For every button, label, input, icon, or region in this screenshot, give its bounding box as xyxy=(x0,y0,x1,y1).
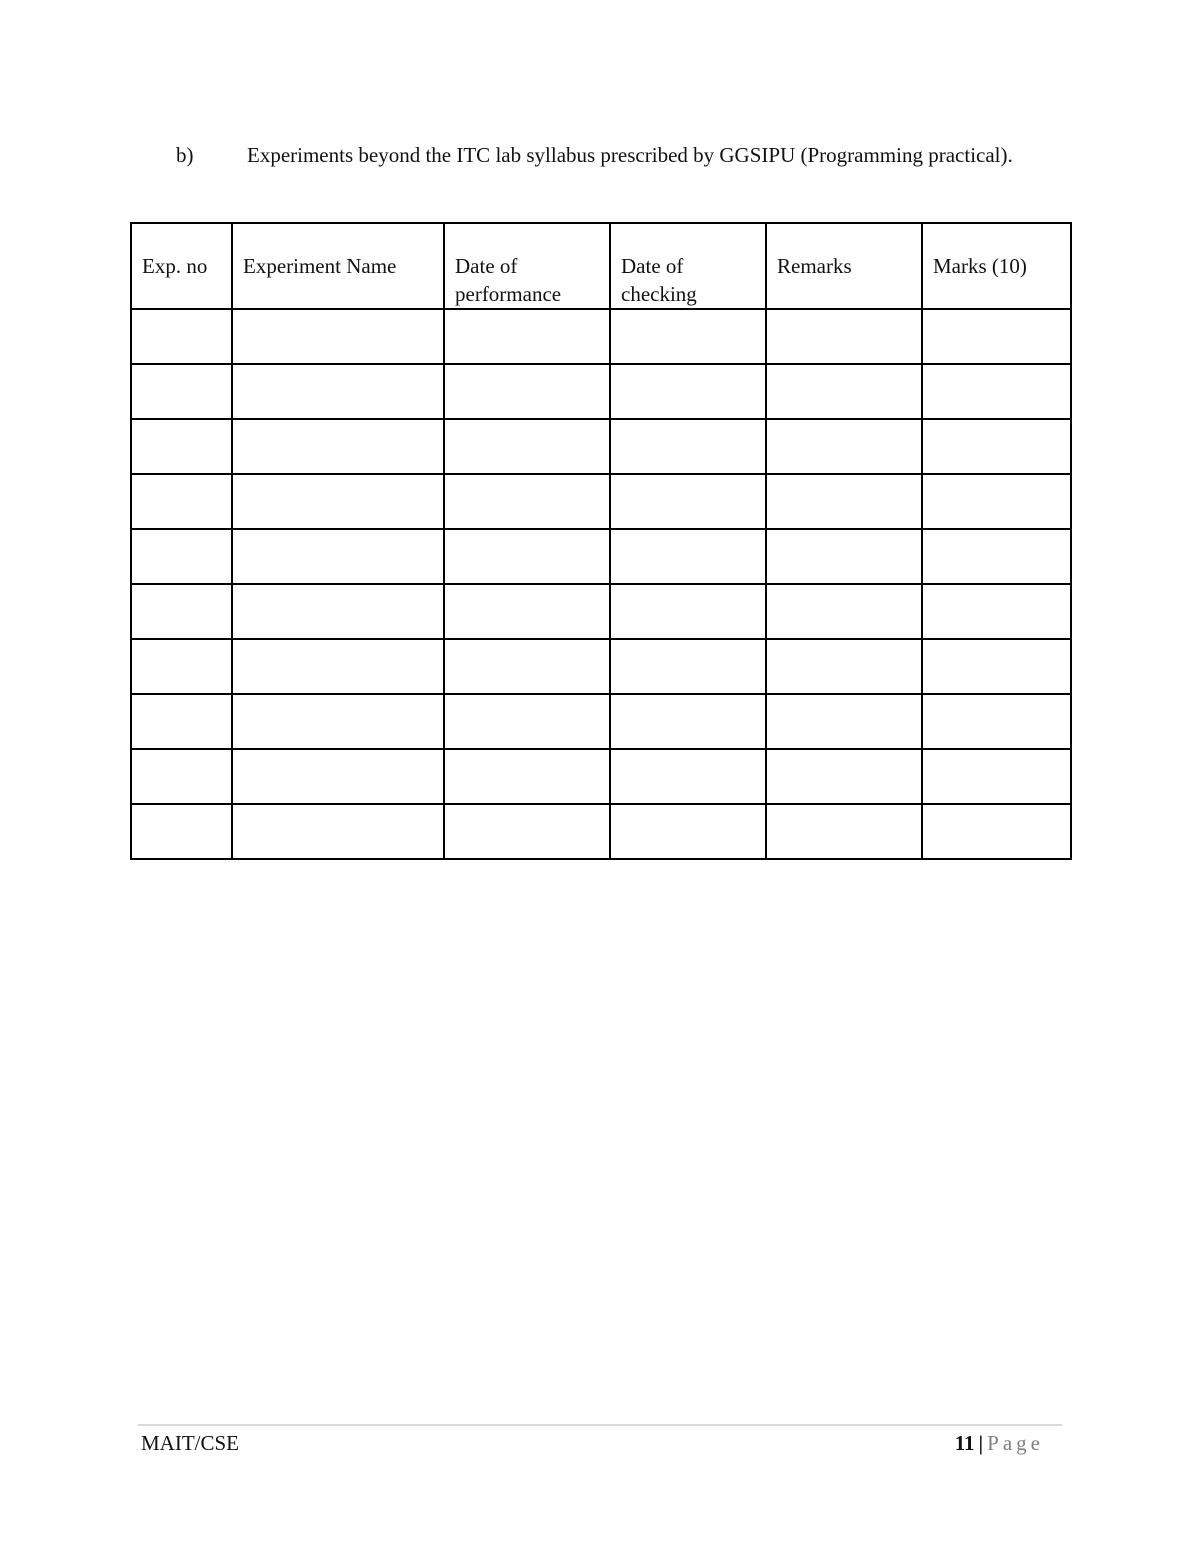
table-cell xyxy=(131,749,232,804)
table-cell xyxy=(766,584,922,639)
table-row xyxy=(131,584,1071,639)
footer-department: MAIT/CSE xyxy=(141,1431,240,1455)
table-cell xyxy=(131,309,232,364)
header-experiment-name: Experiment Name xyxy=(232,223,444,309)
table-row xyxy=(131,749,1071,804)
table-cell xyxy=(232,804,444,859)
table-cell xyxy=(766,749,922,804)
table-cell xyxy=(444,419,610,474)
table-cell xyxy=(131,584,232,639)
table-cell xyxy=(444,584,610,639)
table-cell xyxy=(610,639,766,694)
table-row xyxy=(131,474,1071,529)
table-cell xyxy=(610,474,766,529)
table-cell xyxy=(131,529,232,584)
table-body xyxy=(131,309,1071,859)
table-cell xyxy=(131,364,232,419)
section-heading xyxy=(176,141,1036,170)
table-cell xyxy=(232,749,444,804)
header-date-of-checking: Date of checking xyxy=(610,223,766,309)
table-cell xyxy=(766,529,922,584)
header-remarks: Remarks xyxy=(766,223,922,309)
table-cell xyxy=(232,309,444,364)
table-cell xyxy=(444,749,610,804)
table-cell xyxy=(610,419,766,474)
section-marker: b) xyxy=(176,143,194,167)
footer-divider xyxy=(138,1424,1062,1426)
table-cell xyxy=(444,694,610,749)
table-cell xyxy=(444,309,610,364)
table-cell xyxy=(610,749,766,804)
table-cell xyxy=(232,474,444,529)
table-cell xyxy=(444,529,610,584)
table-cell xyxy=(922,364,1071,419)
table-row xyxy=(131,694,1071,749)
table-cell xyxy=(922,584,1071,639)
table-cell xyxy=(922,639,1071,694)
table-row xyxy=(131,804,1071,859)
table-cell xyxy=(444,639,610,694)
experiment-record-table xyxy=(130,222,1072,860)
section-title: Experiments beyond the ITC lab syllabus prescribed by GGSIPU (Programming practical). xyxy=(247,143,1013,167)
table-row xyxy=(131,309,1071,364)
table-row xyxy=(131,419,1071,474)
table-cell xyxy=(922,694,1071,749)
table-cell xyxy=(444,804,610,859)
table-cell xyxy=(922,529,1071,584)
table-cell xyxy=(131,804,232,859)
table-cell xyxy=(610,804,766,859)
table-row xyxy=(131,639,1071,694)
table-cell xyxy=(922,474,1071,529)
table-cell xyxy=(610,309,766,364)
table-cell xyxy=(610,584,766,639)
table-cell xyxy=(232,639,444,694)
table-cell xyxy=(766,309,922,364)
table-cell xyxy=(444,364,610,419)
header-date-of-performance: Date of performance xyxy=(444,223,610,309)
table-cell xyxy=(131,694,232,749)
table-cell xyxy=(922,309,1071,364)
table-cell xyxy=(766,474,922,529)
table-cell xyxy=(922,419,1071,474)
table-cell xyxy=(232,529,444,584)
table-header-row xyxy=(131,223,1071,309)
table-cell xyxy=(232,364,444,419)
table-cell xyxy=(766,804,922,859)
table-cell xyxy=(232,419,444,474)
table-cell xyxy=(766,639,922,694)
table-cell xyxy=(922,804,1071,859)
table-cell xyxy=(766,419,922,474)
table-cell xyxy=(232,694,444,749)
header-exp-no: Exp. no xyxy=(131,223,232,309)
table-row xyxy=(131,529,1071,584)
table-cell xyxy=(766,364,922,419)
table-row xyxy=(131,364,1071,419)
page-label: Page xyxy=(987,1431,1044,1455)
table-cell xyxy=(131,474,232,529)
table-cell xyxy=(610,694,766,749)
table-cell xyxy=(131,639,232,694)
table-cell xyxy=(131,419,232,474)
table-cell xyxy=(444,474,610,529)
table-cell xyxy=(610,529,766,584)
page-separator: | xyxy=(978,1431,984,1455)
header-marks: Marks (10) xyxy=(922,223,1071,309)
table-cell xyxy=(232,584,444,639)
footer-page-indicator xyxy=(955,1430,1044,1456)
table-cell xyxy=(610,364,766,419)
page-number: 11 xyxy=(954,1431,975,1455)
table-cell xyxy=(922,749,1071,804)
table-cell xyxy=(766,694,922,749)
